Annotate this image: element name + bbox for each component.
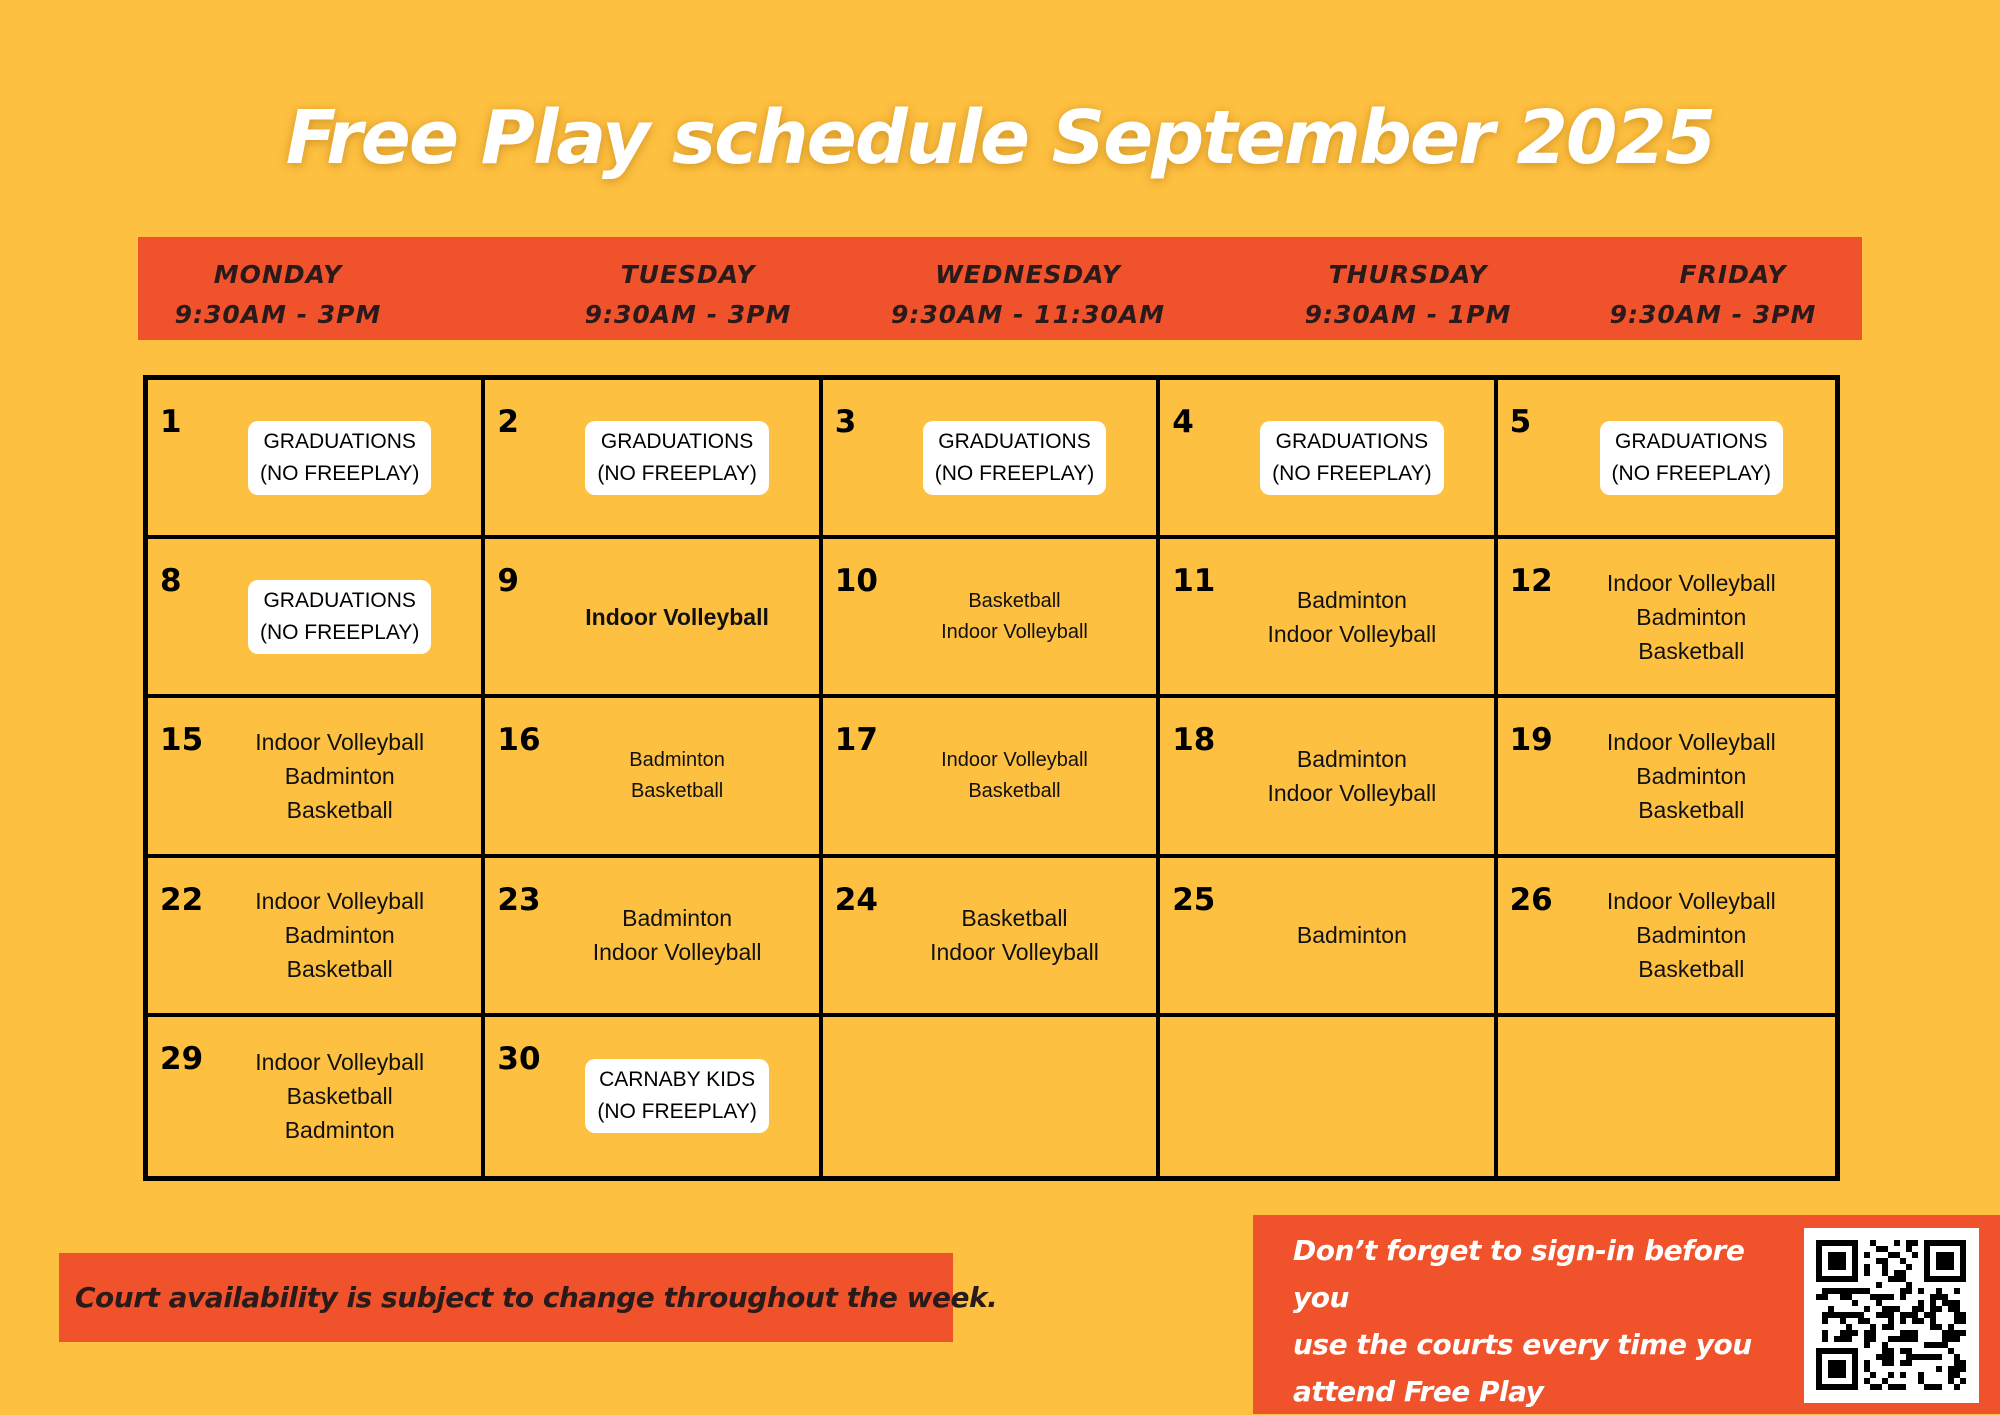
badge-line: (NO FREEPLAY) xyxy=(597,1100,757,1124)
day-number: 15 xyxy=(160,722,204,759)
activity-item: Badminton xyxy=(284,762,395,789)
day-number: 23 xyxy=(497,881,541,918)
no-freeplay-badge xyxy=(1260,421,1443,495)
activity-item: Badminton xyxy=(1636,603,1747,630)
day-number: 18 xyxy=(1172,722,1216,759)
cell-events xyxy=(555,1017,798,1176)
availability-note: Court availability is subject to change throughout the week. xyxy=(59,1253,953,1342)
calendar-cell xyxy=(1160,1017,1497,1176)
day-number: 12 xyxy=(1509,563,1553,600)
signin-line: Don’t forget to sign-in before you xyxy=(1293,1234,1745,1314)
cell-events xyxy=(1568,380,1815,535)
day-number: 17 xyxy=(834,722,878,759)
activity-item: Badminton xyxy=(629,748,725,771)
cell-events xyxy=(555,380,798,535)
calendar-cell xyxy=(485,380,822,539)
day-number: 19 xyxy=(1509,722,1553,759)
day-number: 1 xyxy=(160,404,182,440)
activity-item: Basketball xyxy=(1638,637,1745,664)
calendar-cell xyxy=(1160,539,1497,698)
activity-item: Basketball xyxy=(1638,956,1745,983)
day-number: 11 xyxy=(1172,563,1216,600)
cell-events xyxy=(893,539,1136,694)
day-number: 24 xyxy=(834,881,878,918)
day-number: 4 xyxy=(1172,404,1194,440)
cell-events xyxy=(893,858,1136,1013)
cell-events xyxy=(1230,858,1473,1013)
day-number: 5 xyxy=(1509,404,1532,440)
day-hours: 9:30AM - 3PM xyxy=(584,300,792,329)
activity-item: Basketball xyxy=(961,905,1068,932)
day-number: 16 xyxy=(497,722,541,759)
badge-line: (NO FREEPLAY) xyxy=(934,461,1095,485)
activity-item: Badminton xyxy=(284,922,395,949)
day-number: 22 xyxy=(160,881,204,918)
no-freeplay-badge xyxy=(923,421,1106,495)
activity-item: Badminton xyxy=(1296,922,1407,949)
cell-events xyxy=(218,698,461,853)
calendar-cell xyxy=(1160,380,1497,539)
badge-line: GRADUATIONS xyxy=(938,429,1091,453)
activity-item: Badminton xyxy=(1296,745,1407,772)
activity-item: Indoor Volleyball xyxy=(1606,888,1776,915)
day-hours: 9:30AM - 3PM xyxy=(174,300,382,329)
activity-item: Indoor Volleyball xyxy=(930,939,1099,966)
cell-events xyxy=(218,380,461,535)
badge-line: GRADUATIONS xyxy=(600,429,754,453)
no-freeplay-badge xyxy=(585,421,768,495)
day-header-thursday xyxy=(1238,255,1578,335)
calendar-cell xyxy=(148,858,485,1017)
calendar-cell xyxy=(1498,858,1835,1017)
badge-line: (NO FREEPLAY) xyxy=(597,461,757,485)
activity-item: Indoor Volleyball xyxy=(585,603,769,630)
calendar-cell xyxy=(1498,539,1835,698)
calendar-cell xyxy=(1160,698,1497,857)
day-number: 10 xyxy=(834,563,878,600)
activity-item: Indoor Volleyball xyxy=(1606,728,1776,755)
day-hours: 9:30AM - 3PM xyxy=(1609,300,1817,329)
activity-item: Basketball xyxy=(968,779,1061,802)
signin-line: use the courts every time you xyxy=(1293,1328,1752,1361)
calendar-cell xyxy=(823,539,1160,698)
badge-line: GRADUATIONS xyxy=(263,429,416,453)
day-number: 9 xyxy=(497,563,519,600)
cell-events xyxy=(555,858,798,1013)
calendar-cell xyxy=(823,1017,1160,1176)
page-title: Free Play schedule September 2025 xyxy=(285,95,1715,181)
cell-events xyxy=(1568,1017,1815,1176)
calendar-cell xyxy=(1498,1017,1835,1176)
signin-text xyxy=(1293,1227,1793,1415)
activity-item: Basketball xyxy=(630,779,724,802)
activity-item: Badminton xyxy=(1296,586,1407,613)
activity-item: Badminton xyxy=(1636,922,1747,949)
activity-item: Basketball xyxy=(286,796,393,823)
no-freeplay-badge xyxy=(585,1059,768,1133)
day-number: 8 xyxy=(160,563,182,600)
activity-item: Indoor Volleyball xyxy=(1606,569,1776,596)
signin-banner xyxy=(1253,1215,2000,1414)
qr-code-graphic xyxy=(1804,1228,1979,1403)
badge-line: (NO FREEPLAY) xyxy=(1611,461,1772,485)
badge-line: CARNABY KIDS xyxy=(599,1068,756,1092)
day-number: 3 xyxy=(834,404,857,440)
calendar-cell xyxy=(485,698,822,857)
qr-code-icon[interactable] xyxy=(1804,1228,1979,1403)
weekday-header-band xyxy=(138,237,1862,340)
calendar-cell xyxy=(485,539,822,698)
cell-events xyxy=(893,698,1136,853)
badge-line: GRADUATIONS xyxy=(1275,429,1429,453)
day-number: 29 xyxy=(160,1040,204,1077)
activity-item: Basketball xyxy=(968,589,1061,612)
cell-events xyxy=(893,380,1136,535)
day-number: 26 xyxy=(1509,881,1553,918)
activity-item: Badminton xyxy=(622,905,733,932)
day-name: WEDNESDAY xyxy=(935,260,1121,289)
no-freeplay-badge xyxy=(248,421,431,495)
cell-events xyxy=(218,858,461,1013)
activity-item: Indoor Volleyball xyxy=(1267,779,1437,806)
calendar-cell xyxy=(823,858,1160,1017)
day-hours: 9:30AM - 1PM xyxy=(1304,300,1512,329)
cell-events xyxy=(1230,380,1473,535)
activity-item: Indoor Volleyball xyxy=(255,888,425,915)
signin-line: attend Free Play xyxy=(1293,1375,1544,1408)
calendar-cell xyxy=(485,1017,822,1176)
activity-item: Indoor Volleyball xyxy=(941,748,1088,771)
badge-line: (NO FREEPLAY) xyxy=(259,461,420,485)
calendar-cell xyxy=(148,698,485,857)
activity-item: Basketball xyxy=(286,1083,393,1110)
day-name: FRIDAY xyxy=(1679,260,1787,289)
calendar-grid xyxy=(143,375,1840,1181)
badge-line: (NO FREEPLAY) xyxy=(1272,461,1432,485)
day-header-tuesday xyxy=(518,255,858,335)
day-header-monday xyxy=(138,255,418,335)
calendar-cell xyxy=(148,380,485,539)
cell-events xyxy=(218,539,461,694)
activity-item: Indoor Volleyball xyxy=(255,728,425,755)
cell-events xyxy=(1568,539,1815,694)
day-name: TUESDAY xyxy=(620,260,756,289)
calendar-cell xyxy=(1498,698,1835,857)
badge-line: (NO FREEPLAY) xyxy=(259,620,420,644)
day-number: 25 xyxy=(1172,881,1216,918)
badge-line: GRADUATIONS xyxy=(263,588,416,612)
calendar-cell xyxy=(1160,858,1497,1017)
cell-events xyxy=(555,539,798,694)
activity-item: Basketball xyxy=(286,956,393,983)
activity-item: Indoor Volleyball xyxy=(255,1049,425,1076)
day-number: 2 xyxy=(497,404,519,440)
cell-events xyxy=(218,1017,461,1176)
activity-item: Indoor Volleyball xyxy=(941,620,1088,643)
activity-item: Indoor Volleyball xyxy=(592,939,762,966)
day-header-friday xyxy=(1568,255,1858,335)
activity-item: Badminton xyxy=(1636,762,1747,789)
calendar-cell xyxy=(485,858,822,1017)
calendar-cell xyxy=(823,698,1160,857)
no-freeplay-badge xyxy=(248,580,431,654)
day-hours: 9:30AM - 11:30AM xyxy=(891,300,1165,329)
day-name: MONDAY xyxy=(213,260,343,289)
cell-events xyxy=(1568,698,1815,853)
cell-events xyxy=(555,698,798,853)
cell-events xyxy=(1230,1017,1473,1176)
activity-item: Basketball xyxy=(1638,796,1745,823)
calendar-cell xyxy=(148,1017,485,1176)
cell-events xyxy=(1230,698,1473,853)
calendar-cell xyxy=(1498,380,1835,539)
cell-events xyxy=(893,1017,1136,1176)
badge-line: GRADUATIONS xyxy=(1615,429,1768,453)
day-number: 30 xyxy=(497,1040,541,1077)
day-header-wednesday xyxy=(848,255,1208,335)
day-name: THURSDAY xyxy=(1328,260,1488,289)
cell-events xyxy=(1568,858,1815,1013)
activity-item: Badminton xyxy=(284,1117,395,1144)
calendar-cell xyxy=(823,380,1160,539)
no-freeplay-badge xyxy=(1600,421,1783,495)
activity-item: Indoor Volleyball xyxy=(1267,620,1437,647)
cell-events xyxy=(1230,539,1473,694)
calendar-cell xyxy=(148,539,485,698)
